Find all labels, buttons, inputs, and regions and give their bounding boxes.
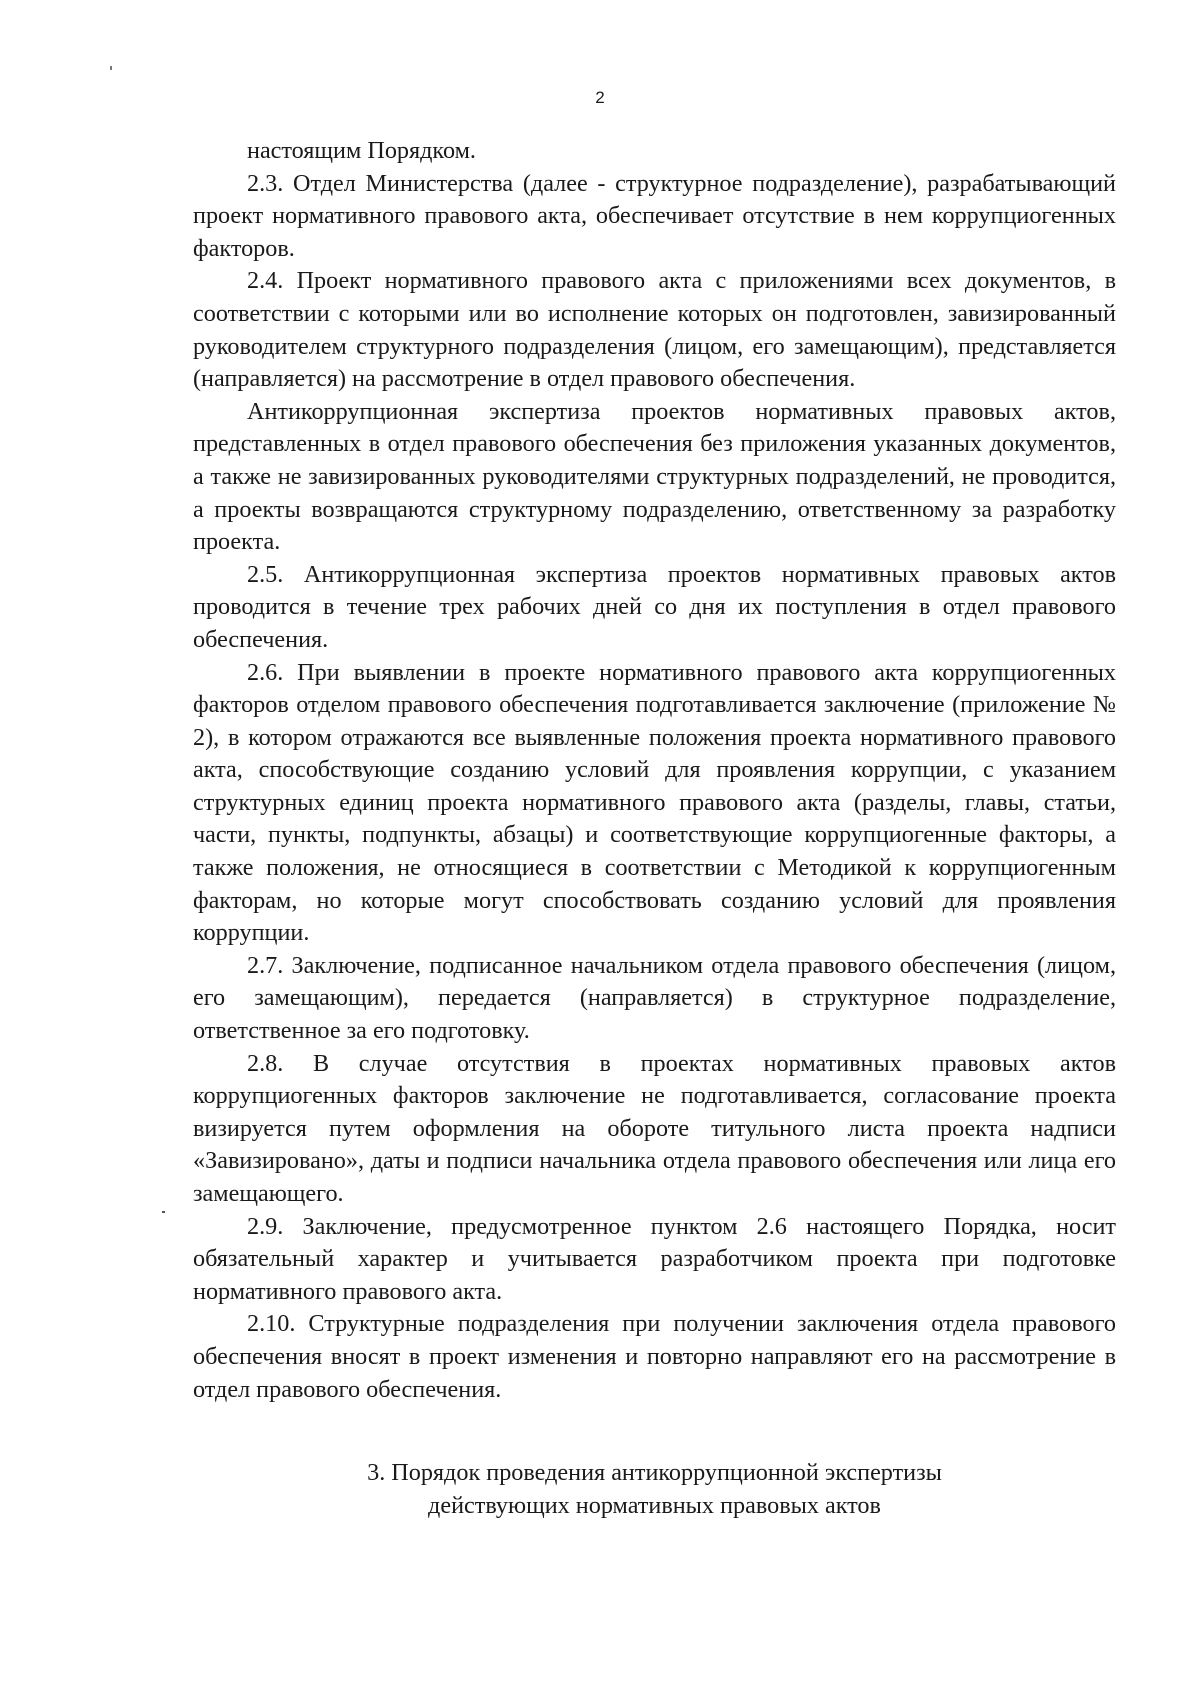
section-heading-line-1: 3. Порядок проведения антикоррупционной экспертизы [367,1459,942,1486]
paragraph-2-6: 2.6. При выявлении в проекте нормативного правового акта коррупциогенных факторов отделом правового обеспечения подготавливается заключение (приложение № 2), в котором отражаются все выявленные положения проекта нормативного правового акта, способствующие созданию условий для проявления коррупции, с указанием структурных единиц проекта нормативного правового акта (разделы, главы, статьи, части, пункты, подпункты, абзацы) и соответствующие коррупциогенные факторы, а также положения, не относящиеся в соответствии с Методикой к коррупциогенным факторам, но которые могут способствовать созданию условий для проявления коррупции. [193,658,1116,947]
scan-speck [110,66,112,70]
paragraph-2-9: 2.9. Заключение, предусмотренное пунктом 2.6 настоящего Порядка, носит обязательный характер и учитывается разработчиком проекта при подготовке нормативного правового акта. [193,1212,1116,1305]
paragraph-2-8: 2.8. В случае отсутствия в проектах нормативных правовых актов коррупциогенных факторов заключение не подготавливается, согласование проекта визируется путем оформления на обороте титульного листа проекта надписи «Завизировано», даты и подписи начальника отдела правового обеспечения или лица его замещающего. [193,1049,1116,1207]
section-heading [193,1457,1116,1522]
document-body [193,135,1116,1406]
paragraph-2-7: 2.7. Заключение, подписанное начальником отдела правового обеспечения (лицом, его замещающим), передается (направляется) в структурное подразделение, ответственное за его подготовку. [193,951,1116,1045]
scan-speck [162,1211,165,1213]
paragraph-2-10: 2.10. Структурные подразделения при получении заключения отдела правового обеспечения вносят в проект изменения и повторно направляют его на рассмотрение в отдел правового обеспечения. [193,1310,1116,1403]
paragraph-2-5: 2.5. Антикоррупционная экспертиза проектов нормативных правовых актов проводится в течение трех рабочих дней со дня их поступления в отдел правового обеспечения. [193,560,1116,653]
page-number: 2 [595,88,605,107]
paragraph-2-4: 2.4. Проект нормативного правового акта с приложениями всех документов, в соответствии с которыми или во исполнение которых он подготовлен, завизированный руководителем структурного подразделения (лицом, его замещающим), представляется (направляется) на рассмотрение в отдел правового обеспечения. [193,267,1116,393]
section-heading-line-2: действующих нормативных правовых актов [428,1491,881,1519]
paragraph-continuation: настоящим Порядком. [247,137,476,164]
paragraph-2-3: 2.3. Отдел Министерства (далее - структурное подразделение), разрабатывающий проект нормативного правового акта, обеспечивает отсутствие в нем коррупциогенных факторов. [193,169,1116,262]
paragraph-2-4-expertise: Антикоррупционная экспертиза проектов нормативных правовых актов, представленных в отдел правового обеспечения без приложения указанных документов, а также не завизированных руководителями структурных подразделений, не проводится, а проекты возвращаются структурному подразделению, ответственному за разработку проекта. [193,397,1116,556]
